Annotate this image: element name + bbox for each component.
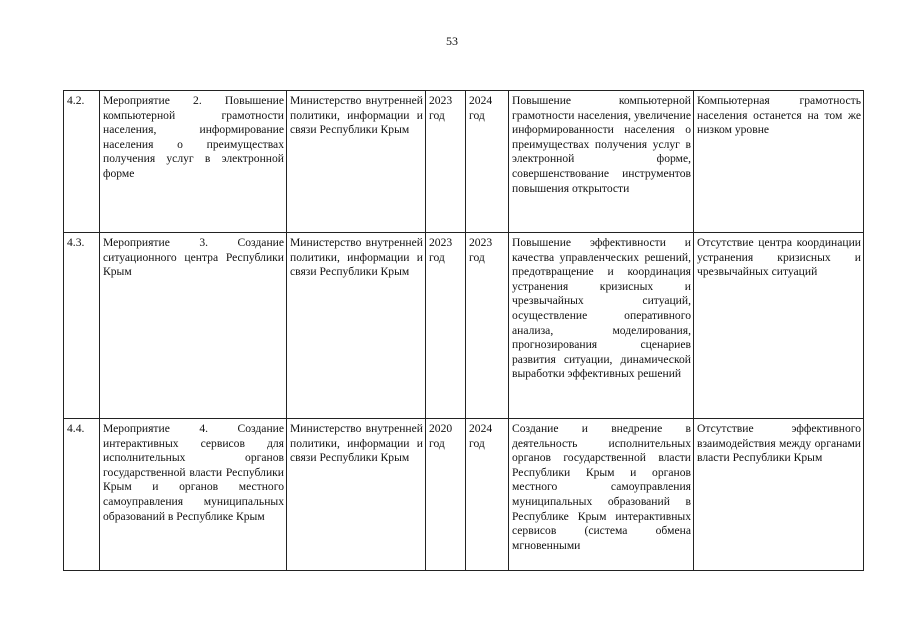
start-year-cell: 2023 год <box>426 91 466 233</box>
consequence-cell: Компьютерная грамотность населения останется на том же низком уровне <box>694 91 864 233</box>
start-year-cell: 2020 год <box>426 419 466 571</box>
end-year-cell: 2024 год <box>466 419 509 571</box>
executor-cell: Министерство внутренней политики, информации и связи Республики Крым <box>287 91 426 233</box>
table-row <box>64 91 864 233</box>
end-year-cell: 2023 год <box>466 233 509 419</box>
end-year-cell: 2024 год <box>466 91 509 233</box>
activity-cell: Мероприятие 4. Создание интерактивных сервисов для исполнительных органов государственной власти Республики Крым и органов местного самоуправления муниципальных образований в Республике Крым <box>100 419 287 571</box>
row-number: 4.2. <box>64 91 100 233</box>
row-number: 4.3. <box>64 233 100 419</box>
executor-cell: Министерство внутренней политики, информации и связи Республики Крым <box>287 419 426 571</box>
expected-result-cell: Создание и внедрение в деятельность исполнительных органов государственной власти Республики Крым и органов местного самоуправления муниципальных образований в Республике Крым интерактивных сервисов (система обмена мгновенными <box>509 419 694 571</box>
activity-cell: Мероприятие 3. Создание ситуационного центра Республики Крым <box>100 233 287 419</box>
activity-cell: Мероприятие 2. Повышение компьютерной грамотности населения, информирование населения о преимуществах получения услуг в электронной форме <box>100 91 287 233</box>
page-number: 53 <box>446 34 458 48</box>
expected-result-cell: Повышение компьютерной грамотности населения, увеличение информированности населения о преимуществах получения услуг в электронной форме, совершенствование инструментов повышения открытости <box>509 91 694 233</box>
start-year-cell: 2023 год <box>426 233 466 419</box>
consequence-cell: Отсутствие центра координации устранения кризисных и чрезвычайных ситуаций <box>694 233 864 419</box>
row-number: 4.4. <box>64 419 100 571</box>
expected-result-cell: Повышение эффективности и качества управленческих решений, предотвращение и координация устранения кризисных и чрезвычайных ситуаций, осуществление оперативного анализа, моделирования, прогнозирования сценариев развития ситуации, динамической выработки эффективных решений <box>509 233 694 419</box>
table-row <box>64 419 864 571</box>
table-row <box>64 233 864 419</box>
consequence-cell: Отсутствие эффективного взаимодействия между органами власти Республики Крым <box>694 419 864 571</box>
executor-cell: Министерство внутренней политики, информации и связи Республики Крым <box>287 233 426 419</box>
activities-table <box>63 90 864 571</box>
